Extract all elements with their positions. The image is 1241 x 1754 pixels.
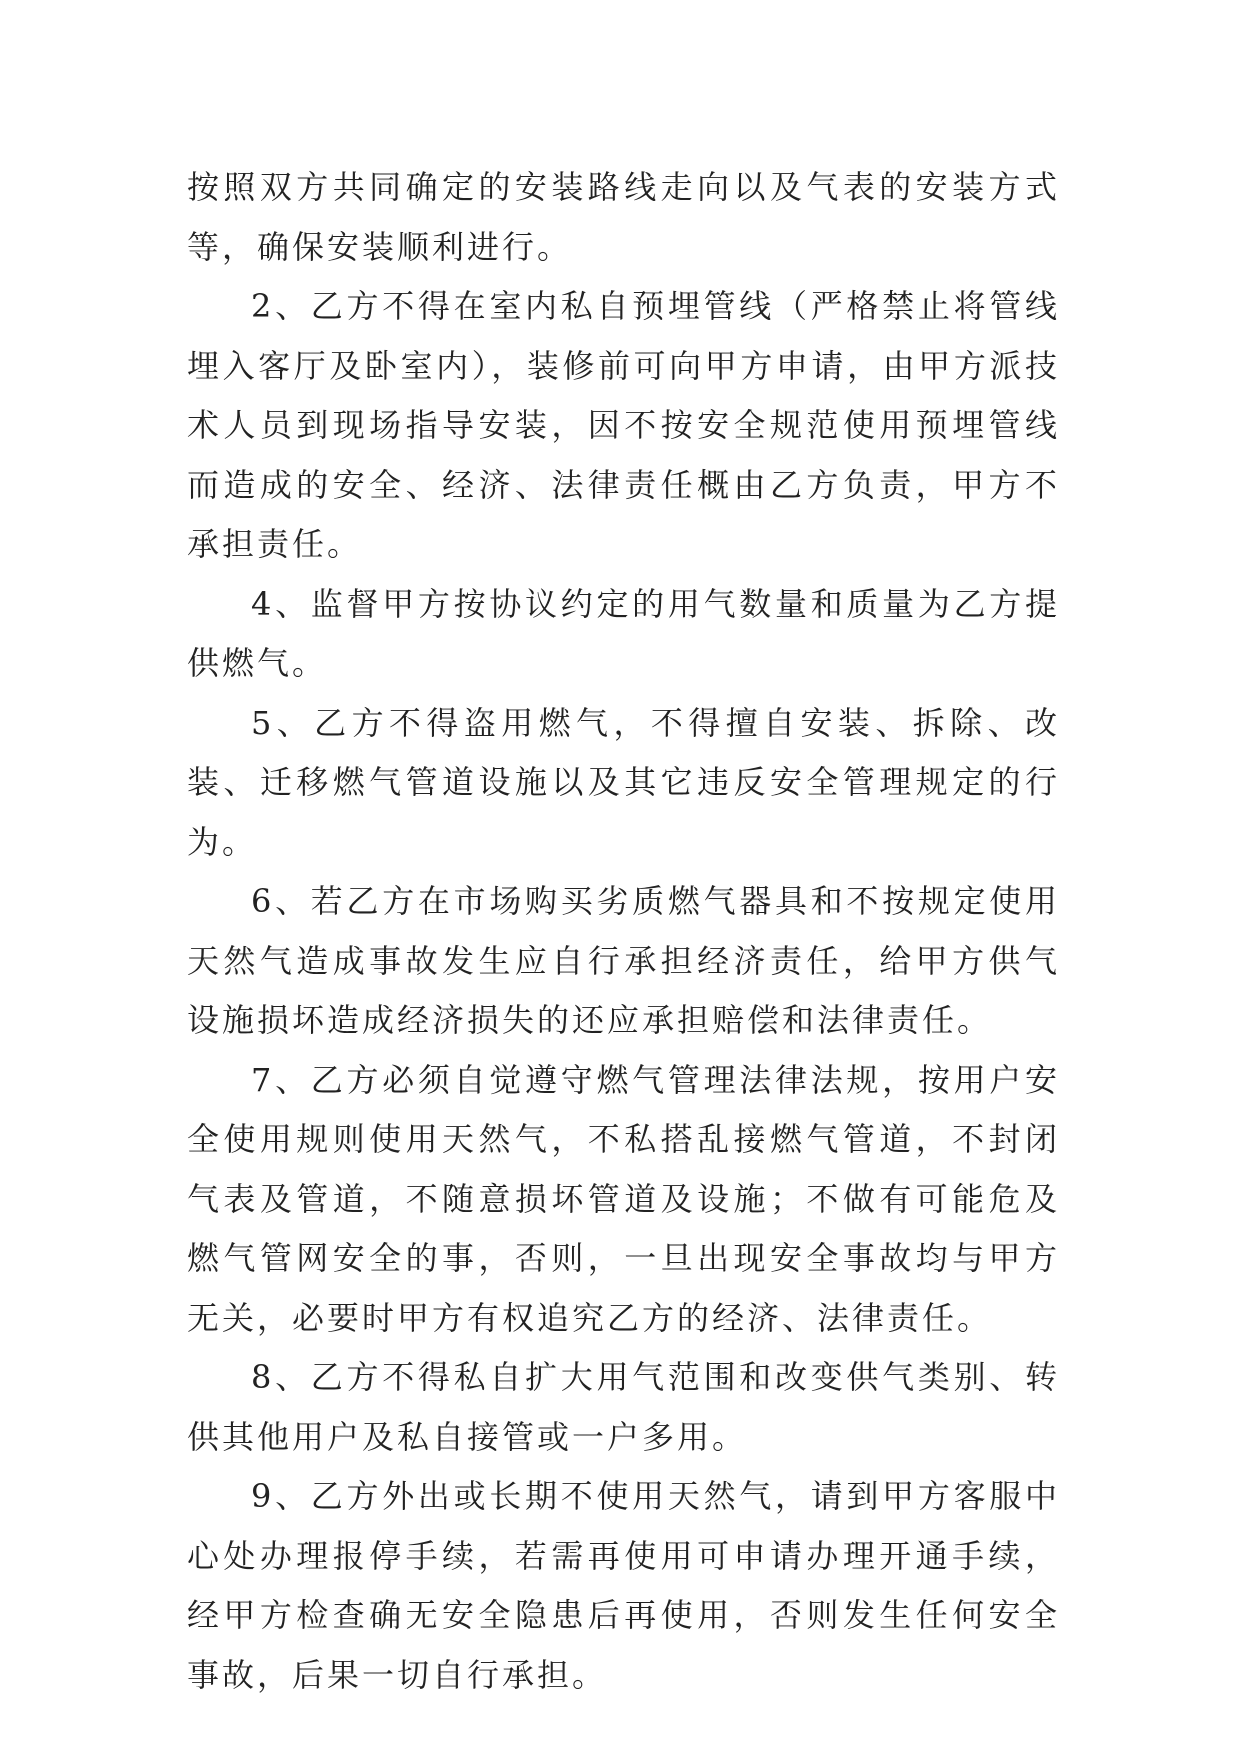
paragraph-clause-6: 6、若乙方在市场购买劣质燃气器具和不按规定使用天然气造成事故发生应自行承担经济责任，给甲方供气设施损坏造成经济损失的还应承担赔偿和法律责任。 [187, 882, 1060, 1039]
paragraph-clause-4: 4、监督甲方按协议约定的用气数量和质量为乙方提供燃气。 [187, 584, 1060, 682]
document-body [187, 158, 1060, 1705]
paragraph-clause-8: 8、乙方不得私自扩大用气范围和改变供气类别、转供其他用户及私自接管或一户多用。 [187, 1358, 1060, 1456]
paragraph-continuation: 按照双方共同确定的安装路线走向以及气表的安装方式等，确保安装顺利进行。 [187, 168, 1060, 266]
paragraph-clause-2: 2、乙方不得在室内私自预埋管线（严格禁止将管线埋入客厅及卧室内），装修前可向甲方申请，由甲方派技术人员到现场指导安装，因不按安全规范使用预埋管线而造成的安全、经济、法律责任概由乙方负责，甲方不承担责任。 [187, 287, 1060, 563]
paragraph-clause-9: 9、乙方外出或长期不使用天然气，请到甲方客服中心处办理报停手续，若需再使用可申请办理开通手续，经甲方检查确无安全隐患后再使用，否则发生任何安全事故，后果一切自行承担。 [187, 1477, 1060, 1694]
paragraph-clause-7: 7、乙方必须自觉遵守燃气管理法律法规，按用户安全使用规则使用天然气，不私搭乱接燃气管道，不封闭气表及管道，不随意损坏管道及设施；不做有可能危及燃气管网安全的事，否则，一旦出现安全事故均与甲方无关，必要时甲方有权追究乙方的经济、法律责任。 [187, 1060, 1060, 1337]
paragraph-clause-5: 5、乙方不得盗用燃气，不得擅自安装、拆除、改装、迁移燃气管道设施以及其它违反安全管理规定的行为。 [187, 703, 1060, 861]
